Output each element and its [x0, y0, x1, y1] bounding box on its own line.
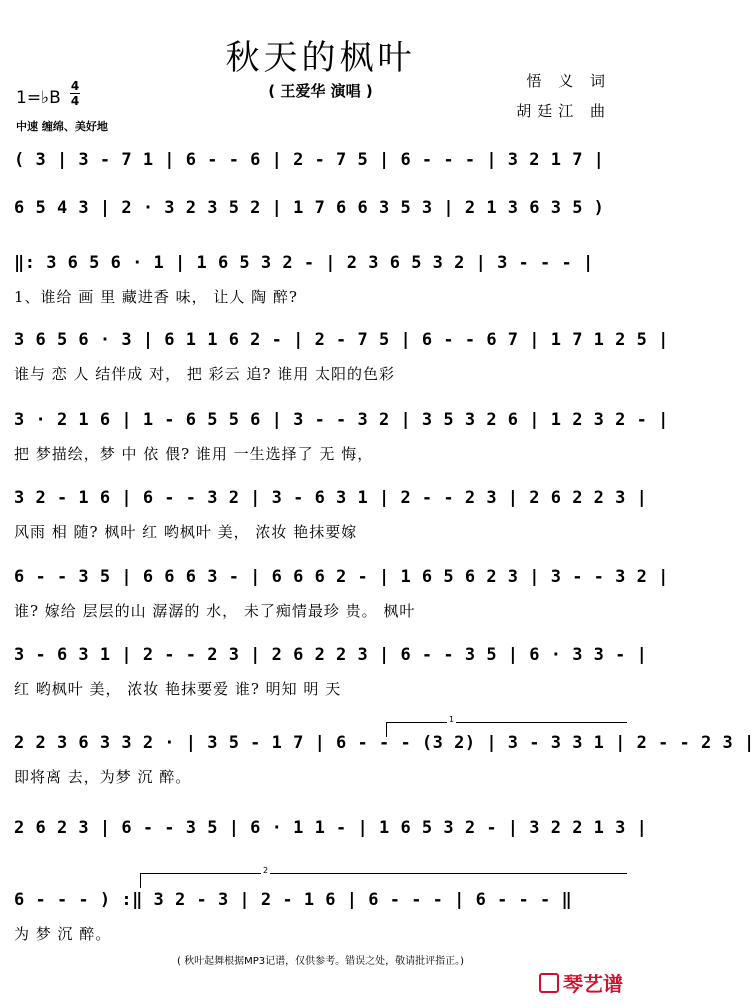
footer-note: ( 秋叶起舞根据MP3记谱，仅供参考。错误之处，敬请批评指正。) — [176, 956, 464, 967]
notation-line: 3 2 - 1 6 | 6 - - 3 2 | 3 - 6 3 1 | 2 - - 2 3 | 2 6 2 2 3 | — [14, 488, 648, 508]
notation-line: ( 3 | 3 - 7 1 | 6 - - 6 | 2 - 7 5 | 6 - - - | 3 2 1 7 | — [14, 150, 605, 170]
notation-line: 2 6 2 3 | 6 - - 3 5 | 6 · 1 1 - | 1 6 5 3 2 - | 3 2 2 1 3 | — [14, 818, 648, 838]
brand-name: 琴艺谱 — [563, 972, 623, 996]
meter-top: 4 — [70, 79, 80, 93]
second-ending-number: 2 — [263, 866, 269, 875]
lyric-line: 把 梦描绘，梦 中 依 偎? 谁用 一生选择了 无 悔， — [14, 445, 374, 463]
lyric-line: 风雨 相 随? 枫叶 红 哟枫叶 美， 浓妆 艳抹要嫁 — [14, 523, 358, 541]
key-signature: 1=♭B — [16, 88, 61, 108]
lyric-line: 1、谁给 画 里 藏进香 味， 让人 陶 醉? — [14, 288, 298, 306]
notation-line: 6 - - 3 5 | 6 6 6 3 - | 6 6 6 2 - | 1 6 5 6 2 3 | 3 - - 3 2 | — [14, 567, 669, 587]
lyric-line: 红 哟枫叶 美， 浓妆 艳抹要爱 谁? 明知 明 天 — [14, 680, 342, 698]
qinyipu-logo-icon — [539, 973, 559, 993]
song-title: 秋天的枫叶 — [225, 38, 416, 78]
notation-line: 3 · 2 1 6 | 1 - 6 5 5 6 | 3 - - 3 2 | 3 5 3 2 6 | 1 2 3 2 - | — [14, 410, 669, 430]
notation-line: 3 - 6 3 1 | 2 - - 2 3 | 2 6 2 2 3 | 6 - - 3 5 | 6 · 3 3 - | — [14, 645, 648, 665]
time-signature — [70, 80, 80, 107]
lyricist-credit: 悟 义 词 — [526, 72, 611, 90]
composer-credit: 胡廷江 曲 — [516, 102, 611, 120]
tempo-marking: 中速 缠绵、美好地 — [16, 120, 108, 133]
notation-line: ‖: 3 6 5 6 · 1 | 1 6 5 3 2 - | 2 3 6 5 3 2 | 3 - - - | — [14, 253, 594, 273]
lyric-line: 谁与 恋 人 结伴成 对， 把 彩云 追? 谁用 太阳的色彩 — [14, 365, 395, 383]
singer-credit: ( 王爱华 演唱 ) — [268, 82, 373, 100]
second-ending-bracket — [140, 866, 627, 888]
brand-logo — [539, 968, 623, 997]
lyric-line: 为 梦 沉 醉。 — [14, 925, 112, 943]
lyric-line: 谁? 嫁给 层层的山 潺潺的 水， 未了痴情最珍 贵。 枫叶 — [14, 602, 416, 620]
notation-line: 2 2 3 6 3 3 2 · | 3 5 - 1 7 | 6 - - - (3 2) | 3 - 3 3 1 | 2 - - 2 3 | — [14, 733, 755, 753]
notation-line: 6 - - - ) :‖ 3 2 - 3 | 2 - 1 6 | 6 - - - | 6 - - - ‖ — [14, 890, 573, 910]
notation-line: 6 5 4 3 | 2 · 3 2 3 5 2 | 1 7 6 6 3 5 3 | 2 1 3 6 3 5 ) — [14, 198, 605, 218]
lyric-line: 即将离 去，为梦 沉 醉。 — [14, 768, 192, 786]
meter-bottom: 4 — [70, 94, 80, 108]
first-ending-number: 1 — [449, 715, 455, 724]
notation-line: 3 6 5 6 · 3 | 6 1 1 6 2 - | 2 - 7 5 | 6 - - 6 7 | 1 7 1 2 5 | — [14, 330, 669, 350]
